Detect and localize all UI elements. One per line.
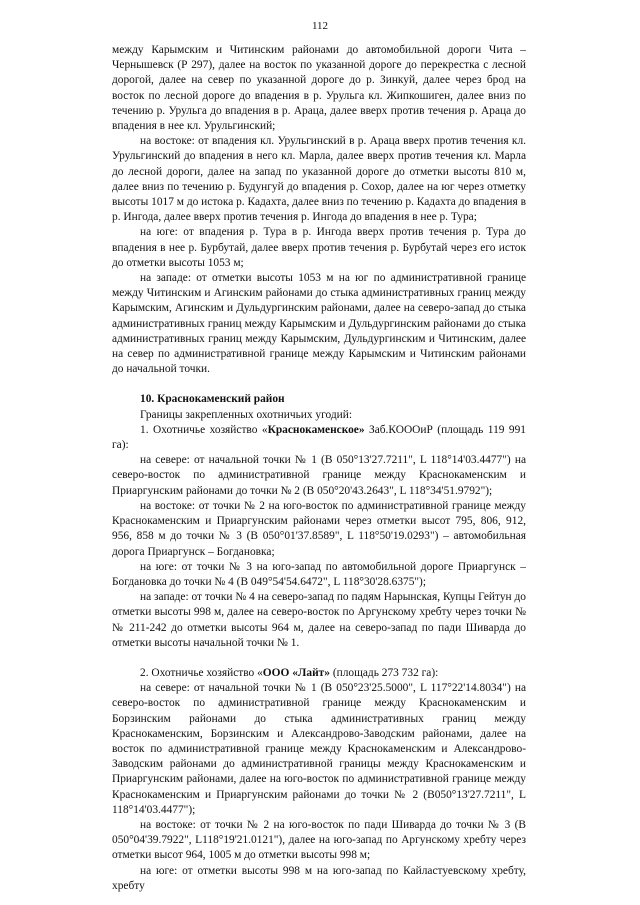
section-heading: 10. Краснокаменский район (140, 393, 285, 406)
hunting-ground-heading (112, 666, 526, 681)
paragraph: на юге: от точки № 3 на юго-запад по автомобильной дороге Приаргунск – Богдановка до точки № 4 (B 049°54'54.6472", L 118°30'28.6375"); (112, 560, 526, 588)
document-body (112, 43, 526, 894)
hunting-ground-name: ООО «Лайт» (262, 666, 330, 679)
paragraph: на западе: от отметки высоты 1053 м на юг по административной границе между Читинским и Агинским районами до стыка административных границ между Карымским, Агинским и Дульдургинским районами, далее на северо-запад до стыка административных границ между Карымским и Дульдургинским районами до стыка административных границ между Карымским, Дульдургинским и Читинским, далее на север по административной границе между Карымским и Читинским районами до начальной точки. (112, 272, 526, 376)
paragraph: между Карымским и Читинским районами до автомобильной дороги Чита – Чернышевск (Р 297), далее на восток по указанной дороге до перекрестка с лесной дорогой, далее на север по указанной дороге до р. Зинкуй, далее через брод на восток по лесной дороге до впадения в р. Урульга кл. Жипкошиген, далее вниз по течению р. Урульга до впадения в р. Араца, далее вверх против течения р. Араца до впадения в нее кл. Урульгинский; (112, 44, 526, 133)
heading-suffix: Заб.КОООиР (площадь 119 991 га): (112, 423, 526, 452)
paragraph: на юге: от отметки высоты 998 м на юго-запад по Кайластуевскому хребту, хребту (112, 864, 526, 892)
paragraph: на юге: от впадения р. Тура в р. Ингода вверх против течения р. Тура до впадения в нее р. Бурбутай, далее вверх против течения р. Бурбутай через его исток до отметки высоты 1053 м; (112, 226, 526, 269)
paragraph: Границы закрепленных охотничьих угодий: (140, 408, 353, 421)
paragraph: на востоке: от точки № 2 на юго-восток по административной границе между Краснокаменским и Приаргунским районами через отметки высот 795, 806, 912, 956, 858 м до точки № 3 (B 050°01'37.8589", L 118°50'19.0293") – автомобильная дорога Приаргунск – Богдановка; (112, 499, 526, 558)
paragraph: на севере: от начальной точки № 1 (B 050°23'25.5000", L 117°22'14.8034") на северо-восток по административной границе между Краснокаменским и Борзинским районами до стыка административных границ между Краснокаменским, Борзинским и Александрово-Заводским районами, далее на восток по административной границе между Краснокаменским и Александрово-Заводским районами до административной границы между Краснокаменским и Приаргунским районами, далее на юго-восток по административной границе между Краснокаменским и Приаргунским районами до точки № 2 (B050°13'27.7211", L 118°14'03.4477"); (112, 682, 526, 816)
heading-prefix: 1. Охотничье хозяйство « (140, 423, 268, 436)
paragraph: на севере: от начальной точки № 1 (B 050°13'27.7211", L 118°14'03.4477") на северо-восток по административной границе между Краснокаменским и Приаргунским районами до точки № 2 (B 050°20'43.2643", L 118°34'51.9792"); (112, 454, 526, 497)
paragraph: на востоке: от впадения кл. Урульгинский в р. Араца вверх против течения кл. Урульгинский до впадения в него кл. Марла, далее вверх против течения кл. Марла до лесной дороги, далее на запад по указанной дороге до отметки высоты 810 м, далее вниз по течению р. Будунгуй до впадения р. Сохор, далее на юг через отметку высоты 1017 м до истока р. Кадахта, далее вниз по течению р. Кадахта до впадения в р. Ингода, далее вверх против течения р. Ингода до впадения в нее р. Тура; (112, 135, 526, 224)
page-number: 112 (311, 20, 329, 32)
paragraph: на востоке: от точки № 2 на юго-восток по пади Шиварда до точки № 3 (B 050°04'39.7922", L118°19'21.0121"), далее на юго-запад по Аргунскому хребту через отметки высот 964, 1005 м до отметки высоты 998 м; (112, 818, 526, 862)
heading-prefix: 2. Охотничье хозяйство « (140, 666, 263, 679)
hunting-ground-name: Краснокаменское» (267, 423, 365, 436)
hunting-ground-heading (112, 423, 526, 453)
paragraph: на западе: от точки № 4 на северо-запад по падям Нарынская, Купцы Гейтун до отметки высоты 998 м, далее на северо-восток по Аргунскому хребту через точки №№ 211-242 до отметки высоты 964 м, далее на северо-запад по пади Шиварда до отметки высоты начальной точки № 1. (112, 591, 526, 649)
heading-suffix: (площадь 273 732 га): (329, 666, 439, 679)
